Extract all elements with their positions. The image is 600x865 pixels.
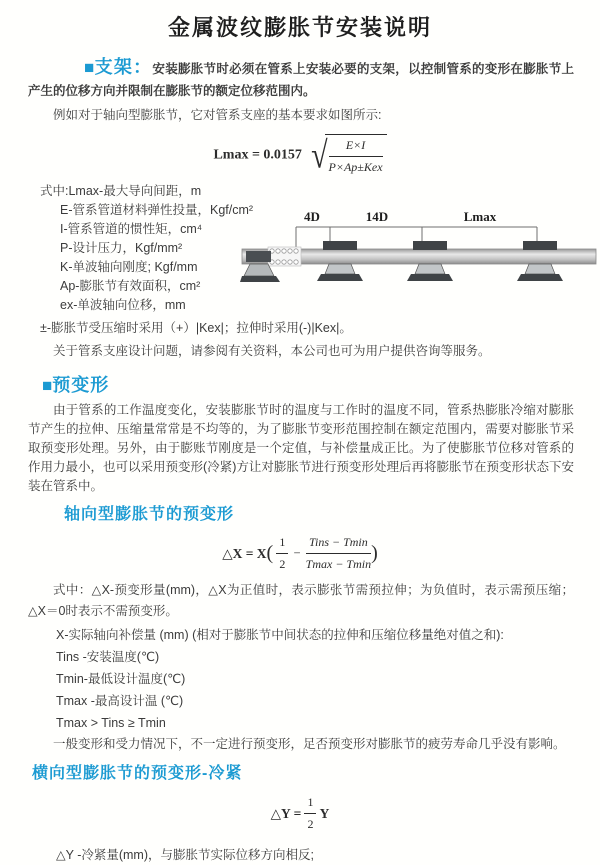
lateral-formula-rhs: Y (319, 806, 330, 821)
predeform-paragraph: 由于管系的工作温度变化，安装膨胀节时的温度与工作时的温度不同，管系热膨胀冷缩对膨胀节产生的拉伸、压缩量常常是不均等的，为了膨胀节变形范围控制在额定范围内，需要对膨胀节采取预变形处理。另外，由于膨账节刚度是一个定值，与补偿量成正比。为了使膨胀节位移对管系的作用力最小，也可以采用预变形(冷紧)方让对膨胀节进行预变形处理后再将膨胀节在预变形状态下安装在管系中。 (28, 403, 574, 493)
pipe-support-diagram (240, 208, 598, 314)
lmax-formula (0, 134, 600, 177)
axial-note-line: 一般变形和受力情况下，不一定进行预变形，足否预变形对膨胀节的疲劳寿命几乎没有影响。 (53, 737, 566, 751)
temperature-fraction (306, 533, 371, 574)
radical-sign-icon: √ (311, 134, 328, 176)
section-square-icon: ■ (42, 376, 53, 395)
lateral-formula (0, 793, 600, 834)
support-closing-line: 关于管系支座设计问题，请参阅有关资料，本公司也可为用户提供咨询等服务。 (53, 344, 491, 358)
lmax-formula-lhs: Lmax = 0.0157 (213, 147, 302, 163)
bellows-section (268, 247, 301, 266)
definition-item: I-管系管道的惯性矩，cm⁴ (60, 222, 203, 236)
definition-item: E-管系管道材料弹性投量，Kgf/cm² (60, 203, 254, 217)
symbol-definitions-list (40, 182, 253, 315)
axial-formula-explanation: 式中：△X-预变形量(mm)，△X为正值时，表示膨张节需预拉伸；为负值时，表示需预压缩；△X＝0时表示不需预变形。 (28, 583, 574, 618)
definition-item: P-设计压力，Kgf/mm² (60, 241, 183, 255)
definition-item: Ap-膨胀节有效面积，cm² (60, 279, 201, 293)
pm-note-line: ±-膨胀节受压缩时采用（+）|Kex|；拉伸时采用(-)|Kex|。 (40, 321, 352, 335)
parameter-item: Tmax -最高设计温 (℃) (56, 694, 184, 708)
close-paren: ) (371, 542, 378, 564)
dim-label-4d: 4D (304, 209, 320, 224)
fraction-numerator: 1 (276, 533, 288, 554)
page-title: 金属波纹膨胀节安装说明 (167, 15, 432, 40)
open-paren: ( (266, 542, 274, 564)
support-section-label: 支架： (94, 57, 153, 77)
dim-label-lmax: Lmax (463, 209, 497, 224)
lateral-subheading: 横向型膨胀节的预变形-冷紧 (32, 765, 243, 782)
axial-parameter-list (56, 624, 572, 734)
fraction-denominator: Tmax − Tmin (305, 557, 372, 571)
fraction-denominator: P×Ap±Kex (328, 160, 383, 174)
lmax-formula-fraction (325, 134, 387, 177)
support-intro-paragraph (28, 56, 574, 102)
lateral-formula-lhs: △Y = (270, 806, 302, 821)
axial-subheading: 轴向型膨胀节的预变形 (64, 506, 235, 523)
predeform-section-heading (42, 374, 572, 397)
support-intro-text: 安装膨胀节时必须在管系上安装必要的支架，以控制管系的变形在膨胀节上产生的位移方向并限制在膨胀节的额定位移范围内。 (28, 62, 574, 98)
half-fraction (304, 793, 316, 834)
axial-formula-lhs: △X = X (222, 546, 267, 561)
support-section-heading (84, 57, 152, 77)
fraction-numerator: E×I (329, 136, 383, 157)
parameter-item: Tmin-最低设计温度(℃) (56, 672, 186, 686)
parameter-item: X-实际轴向补偿量 (mm) (相对于膨胀节中间状态的拉伸和压缩位移量绝对值之和): (56, 628, 504, 642)
example-line: 例如对于轴向型膨胀节，它对管系支座的基本要求如图所示: (53, 108, 382, 122)
parameter-item: Tmax > Tins ≥ Tmin (56, 716, 166, 730)
predeform-section-label: 预变形 (52, 375, 110, 395)
lateral-note-line: △Y -冷紧量(mm)，与膨胀节实际位移方向相反; (56, 848, 314, 862)
fraction-denominator: 2 (279, 557, 286, 571)
half-fraction (276, 533, 288, 574)
fraction-denominator: 2 (307, 817, 314, 831)
definition-item: K-单波轴向刚度; Kgf/mm (60, 260, 198, 274)
definition-item: 式中:Lmax-最大导向间距，m (40, 184, 202, 198)
fraction-numerator: Tins − Tmin (306, 533, 371, 554)
section-square-icon: ■ (84, 58, 95, 77)
sqrt-radical-group (311, 134, 386, 177)
dim-label-14d: 14D (365, 209, 389, 224)
definition-item: ex-单波轴向位移，mm (60, 298, 186, 312)
axial-formula (0, 533, 600, 574)
fraction-numerator: 1 (304, 793, 316, 814)
minus-sign: − (293, 546, 301, 560)
definitions-and-diagram (0, 181, 600, 318)
parameter-item: Tins -安装温度(℃) (56, 650, 160, 664)
